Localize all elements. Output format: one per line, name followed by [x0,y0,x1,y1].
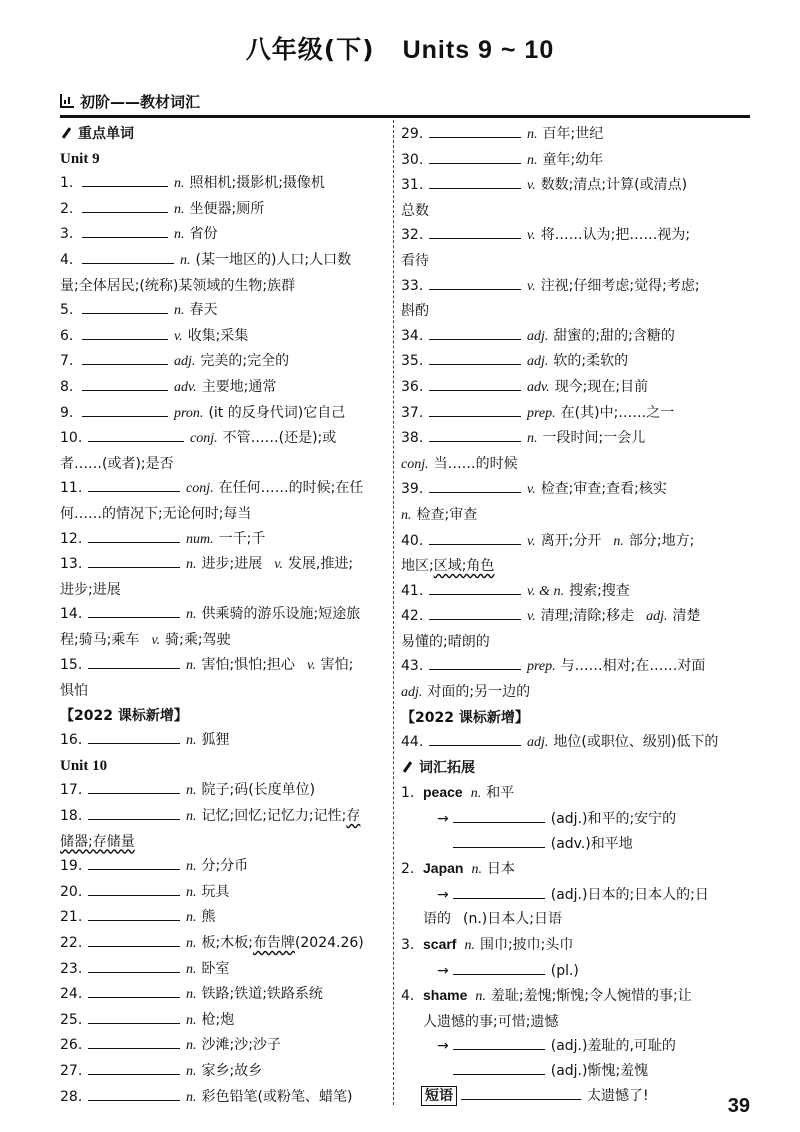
unit-9-label: Unit 9 [60,150,100,167]
arrow-icon: → [437,1038,449,1055]
answer-blank[interactable] [82,222,168,238]
answer-blank[interactable] [88,476,180,492]
left-column [60,122,388,1110]
vocab-entry: 19. n. 分;分币 [60,854,388,880]
answer-blank[interactable] [453,883,545,899]
answer-blank[interactable] [88,931,180,947]
arrow-icon: → [437,811,449,828]
answer-blank[interactable] [82,197,168,213]
answer-blank[interactable] [429,401,521,417]
section-rule [60,115,750,118]
expansion-entry: 4. shame n. 羞耻;羞愧;惭愧;令人惋惜的事;让 [401,987,692,1005]
answer-blank[interactable] [82,349,168,365]
new-words-2022-label: 【2022 课标新增】 [401,709,529,726]
vocab-entry-cont: 何……的情况下;无论何时;每当 [60,505,252,522]
vocab-entry-cont: 看待 [401,252,429,269]
vocab-entry: 5. n. 春天 [60,298,388,324]
vocab-entry: 8. adv. 主要地;通常 [60,375,388,401]
answer-blank[interactable] [429,730,521,746]
answer-blank[interactable] [429,375,521,391]
answer-blank[interactable] [429,529,521,545]
answer-blank[interactable] [88,602,180,618]
pencil-icon [60,128,72,140]
expansion-line: → (adj.)日本的;日本人的;日 [401,883,751,908]
answer-blank[interactable] [88,778,180,794]
answer-blank[interactable] [88,804,180,820]
vocab-entry: 39. v. 检查;审查;查看;核实 [401,477,751,503]
answer-blank[interactable] [82,248,174,264]
column-divider [393,120,394,1105]
vocab-entry: 22. n. 板;木板;布告牌(2024.26) [60,931,388,957]
answer-blank[interactable] [429,654,521,670]
expansion-line: (adj.)惭愧;羞愧 [401,1059,751,1084]
answer-blank[interactable] [88,1059,180,1075]
key-words-heading: 重点单词 [60,122,388,147]
answer-blank[interactable] [88,957,180,973]
expansion-entry: 3. scarf n. 围巾;披巾;头巾 [401,936,574,953]
vocab-entry: 20. n. 玩具 [60,880,388,906]
answer-blank[interactable] [88,1033,180,1049]
vocab-entry: 43. prep. 与……相对;在……对面 [401,654,751,680]
answer-blank[interactable] [88,426,184,442]
vocab-entry: 29. n. 百年;世纪 [401,122,751,148]
word-expansion-heading: 词汇拓展 [401,756,751,781]
vocab-entry: 26. n. 沙滩;沙;沙子 [60,1033,388,1059]
answer-blank[interactable] [429,426,521,442]
vocab-entry-cont: conj. 当……的时候 [401,455,518,472]
expansion-line: 语的 (n.)日本人;日语 [423,911,562,928]
vocab-entry: 7. adj. 完美的;完全的 [60,349,388,375]
answer-blank[interactable] [88,1085,180,1101]
vocab-entry: 25. n. 枪;炮 [60,1008,388,1034]
pencil-icon [401,762,413,774]
vocab-entry: 35. adj. 软的;柔软的 [401,349,751,375]
answer-blank[interactable] [429,223,521,239]
answer-blank[interactable] [453,1059,545,1075]
answer-blank[interactable] [88,527,180,543]
vocab-entry: 24. n. 铁路;铁道;铁路系统 [60,982,388,1008]
expansion-line: (adv.)和平地 [401,832,751,857]
answer-blank[interactable] [429,579,521,595]
expansion-entry: 2. Japan n. 日本 [401,860,515,878]
vocab-entry: 23. n. 卧室 [60,957,388,983]
answer-blank[interactable] [88,982,180,998]
answer-blank[interactable] [88,905,180,921]
expansion-line: → (adj.)和平的;安宁的 [401,807,751,832]
arrow-icon: → [437,962,449,979]
vocab-entry: 37. prep. 在(其)中;……之一 [401,401,751,427]
expansion-entry: 1. peace n. 和平 [401,784,515,802]
answer-blank[interactable] [429,274,521,290]
answer-blank[interactable] [453,832,545,848]
vocab-entry: 32. v. 将……认为;把……视为; [401,223,751,249]
answer-blank[interactable] [461,1084,581,1100]
expansion-line: → (pl.) [401,959,751,984]
answer-blank[interactable] [82,375,168,391]
vocab-entry: 28. n. 彩色铅笔(或粉笔、蜡笔) [60,1085,388,1111]
answer-blank[interactable] [429,604,521,620]
vocab-entry: 13. n. 进步;进展 v. 发展,推进; [60,552,388,578]
section-header [60,90,750,114]
new-words-2022-label: 【2022 课标新增】 [60,707,188,724]
vocab-entry: 2. n. 坐便器;厕所 [60,197,388,223]
answer-blank[interactable] [429,122,521,138]
answer-blank[interactable] [88,880,180,896]
vocab-entry: 44. adj. 地位(或职位、级别)低下的 [401,730,751,756]
answer-blank[interactable] [453,1034,545,1050]
vocab-entry: 40. v. 离开;分开 n. 部分;地方; [401,529,751,555]
vocab-entry-cont: 易懂的;晴朗的 [401,633,490,650]
vocab-entry: 9. pron. (it 的反身代词)它自己 [60,401,388,427]
vocab-entry: 15. n. 害怕;惧怕;担心 v. 害怕; [60,653,388,679]
vocab-entry: 21. n. 熊 [60,905,388,931]
vocab-entry-cont: 斟酌 [401,303,429,320]
vocab-entry: 10. conj. 不管……(还是);或 [60,426,388,452]
vocab-entry: 12. num. 一千;千 [60,527,388,553]
vocab-entry-cont: 储器;存储量 [60,833,135,850]
vocab-entry: 16. n. 狐狸 [60,728,388,754]
answer-blank[interactable] [82,171,168,187]
vocab-entry: 36. adv. 现今;现在;目前 [401,375,751,401]
phrase-tag: 短语 [421,1086,457,1106]
vocab-entry: 14. n. 供乘骑的游乐设施;短途旅 [60,602,388,628]
bar-chart-icon [60,94,74,108]
vocab-entry-cont: 惧怕 [60,683,88,700]
answer-blank[interactable] [429,349,521,365]
phrase-line: 短语 太遗憾了! [401,1084,751,1109]
section-label: 初阶——教材词汇 [80,93,201,111]
answer-blank[interactable] [429,173,521,189]
vocab-entry: 17. n. 院子;码(长度单位) [60,778,388,804]
vocab-entry-cont: n. 检查;审查 [401,506,478,523]
vocab-entry: 4. n. (某一地区的)人口;人口数 [60,248,388,274]
answer-blank[interactable] [88,552,180,568]
page-number: 39 [727,1095,750,1117]
vocab-entry: 11. conj. 在任何……的时候;在任 [60,476,388,502]
page-title: 八年级(下) Units 9 ~ 10 [245,35,555,64]
vocab-entry: 18. n. 记忆;回忆;记忆力;记性;存 [60,804,388,830]
answer-blank[interactable] [453,807,545,823]
answer-blank[interactable] [82,401,168,417]
right-column [401,122,751,1108]
vocab-entry: 38. n. 一段时间;一会儿 [401,426,751,452]
vocab-entry: 41. v. & n. 搜索;搜查 [401,579,751,605]
vocab-entry: 3. n. 省份 [60,222,388,248]
vocab-entry-cont: adj. 对面的;另一边的 [401,684,531,701]
answer-blank[interactable] [453,959,545,975]
vocab-entry: 33. v. 注视;仔细考虑;觉得;考虑; [401,274,751,300]
vocab-entry: 31. v. 数数;清点;计算(或清点) [401,173,751,199]
vocab-entry: 27. n. 家乡;故乡 [60,1059,388,1085]
answer-blank[interactable] [82,324,168,340]
answer-blank[interactable] [429,324,521,340]
unit-10-label: Unit 10 [60,757,108,774]
answer-blank[interactable] [82,298,168,314]
expansion-line: → (adj.)羞耻的,可耻的 [401,1034,751,1059]
vocab-entry-cont: 者……(或者);是否 [60,455,174,472]
vocab-entry: 30. n. 童年;幼年 [401,148,751,174]
vocab-entry-cont: 地区;区域;角色 [401,558,495,575]
vocab-entry-cont: 人遗憾的事;可惜;遗憾 [423,1013,559,1030]
answer-blank[interactable] [88,854,180,870]
answer-blank[interactable] [88,1008,180,1024]
vocab-entry: 34. adj. 甜蜜的;甜的;含糖的 [401,324,751,350]
vocab-entry: 1. n. 照相机;摄影机;摄像机 [60,171,388,197]
answer-blank[interactable] [88,653,180,669]
arrow-icon: → [437,886,449,903]
vocab-entry-cont: 量;全体居民;(统称)某领域的生物;族群 [60,277,296,294]
answer-blank[interactable] [429,148,521,164]
vocab-entry: 42. v. 清理;清除;移走 adj. 清楚 [401,604,751,630]
answer-blank[interactable] [429,477,521,493]
vocab-entry-cont: 进步;进展 [60,581,121,598]
vocab-entry-cont: 程;骑马;乘车 v. 骑;乘;驾驶 [60,631,231,648]
vocab-entry-cont: 总数 [401,202,429,219]
vocab-entry: 6. v. 收集;采集 [60,324,388,350]
answer-blank[interactable] [88,728,180,744]
